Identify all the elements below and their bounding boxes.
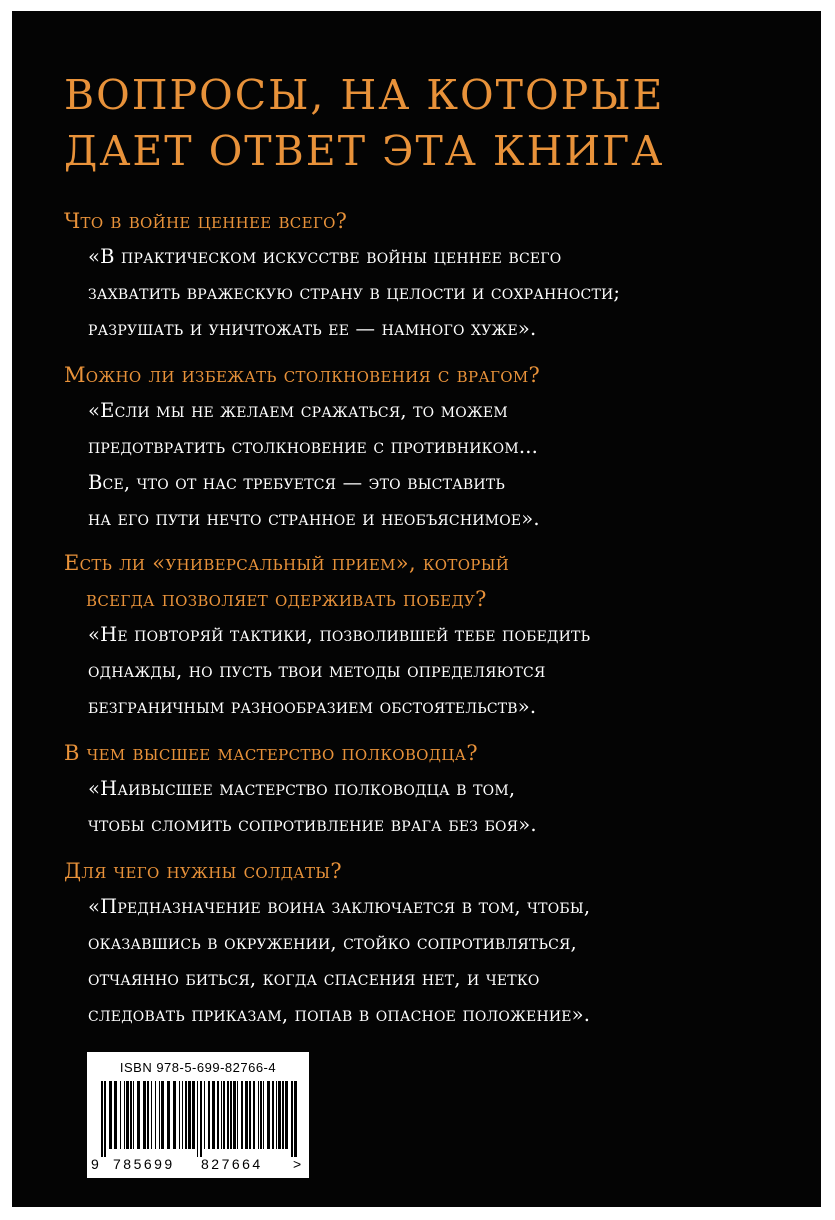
barcode-bar xyxy=(208,1081,210,1149)
back-cover xyxy=(12,11,821,1207)
barcode-bar xyxy=(151,1081,152,1149)
answer-line: следовать приказам, попав в опасное положение». xyxy=(88,1003,591,1026)
question xyxy=(64,735,794,771)
barcode-bar xyxy=(126,1081,129,1149)
answer-line: отчаянно биться, когда спасения нет, и четко xyxy=(88,967,540,990)
answer-quote xyxy=(64,393,794,537)
barcode-bars xyxy=(99,1081,297,1157)
barcode-bar xyxy=(133,1081,134,1149)
qa-block-1 xyxy=(64,203,794,347)
barcode-bar xyxy=(204,1081,205,1149)
answer-line: на его пути нечто странное и необъяснимое». xyxy=(88,507,540,530)
barcode-bar xyxy=(221,1081,222,1149)
answer-line: однажды, но пусть твои методы определяются xyxy=(88,659,546,682)
answer-line: «Предназначение воина заключается в том, чтобы, xyxy=(88,895,591,918)
answer-line: безграничным разнообразием обстоятельств». xyxy=(88,695,537,718)
question-line: Можно ли избежать столкновения с врагом? xyxy=(64,363,541,387)
barcode-bar xyxy=(294,1081,297,1157)
barcode-bar xyxy=(188,1081,191,1149)
answer-line: «Наивысшее мастерство полководца в том, xyxy=(88,777,516,800)
barcode-bar xyxy=(278,1081,281,1149)
answer-quote xyxy=(64,239,794,347)
barcode-bar xyxy=(192,1081,195,1149)
barcode-bar xyxy=(137,1081,140,1149)
answer-line: «В практическом искусстве войны ценнее всего xyxy=(88,245,562,268)
barcode-bar xyxy=(114,1081,117,1149)
question xyxy=(64,357,794,393)
isbn-barcode xyxy=(87,1052,309,1178)
barcode-bar xyxy=(161,1081,164,1149)
barcode-bar xyxy=(276,1081,277,1149)
barcode-bar xyxy=(104,1081,106,1157)
question-line: всегда позволяет одерживать победу? xyxy=(86,587,487,611)
question xyxy=(64,203,794,239)
barcode-bar xyxy=(217,1081,219,1149)
qa-block-3 xyxy=(64,545,794,725)
barcode-bar xyxy=(167,1081,170,1149)
answer-line: предотвратить столкновение с противником... xyxy=(88,435,539,458)
question xyxy=(64,545,794,617)
barcode-bar xyxy=(258,1081,259,1149)
question-line: Что в войне ценнее всего? xyxy=(64,209,348,233)
barcode-bar xyxy=(120,1081,121,1149)
barcode-bar xyxy=(245,1081,248,1149)
barcode-bar xyxy=(101,1081,103,1157)
barcode-bar xyxy=(227,1081,229,1149)
barcode-bar xyxy=(155,1081,156,1149)
barcode-bar xyxy=(249,1081,251,1149)
qa-block-2 xyxy=(64,357,794,537)
barcode-arrow: > xyxy=(293,1156,302,1172)
barcode-bar xyxy=(179,1081,180,1149)
barcode-bar xyxy=(109,1081,112,1149)
barcode-bar xyxy=(185,1081,187,1149)
barcode-bar xyxy=(173,1081,176,1149)
answer-line: чтобы сломить сопротивление врага без боя». xyxy=(88,813,537,836)
barcode-bar xyxy=(233,1081,236,1149)
qa-block-4 xyxy=(64,735,794,843)
answer-line: Все, что от нас требуется — это выставить xyxy=(88,471,505,494)
barcode-bar xyxy=(260,1081,262,1149)
barcode-bar xyxy=(197,1081,198,1157)
answer-quote xyxy=(64,617,794,725)
answer-line: «Не повторяй тактики, позволившей тебе победить xyxy=(88,623,591,646)
isbn-label: ISBN 978-5-699-82766-4 xyxy=(119,1060,277,1075)
barcode-bar xyxy=(282,1081,284,1149)
answer-quote xyxy=(64,771,794,843)
barcode-bar xyxy=(159,1081,160,1149)
question-line: В чем высшее мастерство полководца? xyxy=(64,741,478,765)
barcode-bar xyxy=(147,1081,149,1149)
barcode-bar xyxy=(223,1081,225,1149)
barcode-bar xyxy=(272,1081,274,1149)
barcode-bar xyxy=(124,1081,125,1149)
question-line: Есть ли «универсальный прием», который xyxy=(64,551,510,575)
barcode-bar xyxy=(253,1081,255,1149)
answer-line: захватить вражескую страну в целости и сохранности; xyxy=(88,281,621,304)
barcode-bar xyxy=(130,1081,132,1149)
barcode-bar xyxy=(285,1081,288,1149)
question-line: Для чего нужны солдаты? xyxy=(64,859,342,883)
cover-heading xyxy=(64,67,804,179)
barcode-bar xyxy=(267,1081,270,1149)
barcode-bar xyxy=(263,1081,264,1149)
barcode-bar xyxy=(291,1081,293,1157)
barcode-bar xyxy=(182,1081,183,1149)
heading-line-2: ДАЕТ ОТВЕТ ЭТА КНИГА xyxy=(64,127,665,175)
barcode-bar xyxy=(237,1081,238,1149)
barcode-first-digit: 9 xyxy=(91,1156,99,1172)
answer-line: «Если мы не желаем сражаться, то можем xyxy=(88,399,508,422)
heading-line-1: ВОПРОСЫ, НА КОТОРЫЕ xyxy=(64,71,665,119)
barcode-bar xyxy=(200,1081,202,1157)
answer-quote xyxy=(64,889,794,1033)
barcode-bar xyxy=(143,1081,146,1149)
barcode-digit-group-2: 827664 xyxy=(201,1156,263,1172)
answer-line: оказавшись в окружении, стойко сопротивляться, xyxy=(88,931,577,954)
barcode-bar xyxy=(230,1081,232,1149)
barcode-bar xyxy=(241,1081,243,1149)
question xyxy=(64,853,794,889)
barcode-digit-group-1: 785699 xyxy=(113,1156,175,1172)
answer-line: разрушать и уничтожать ее — намного хуже». xyxy=(88,317,537,340)
barcode-bar xyxy=(212,1081,215,1149)
qa-block-5 xyxy=(64,853,794,1033)
